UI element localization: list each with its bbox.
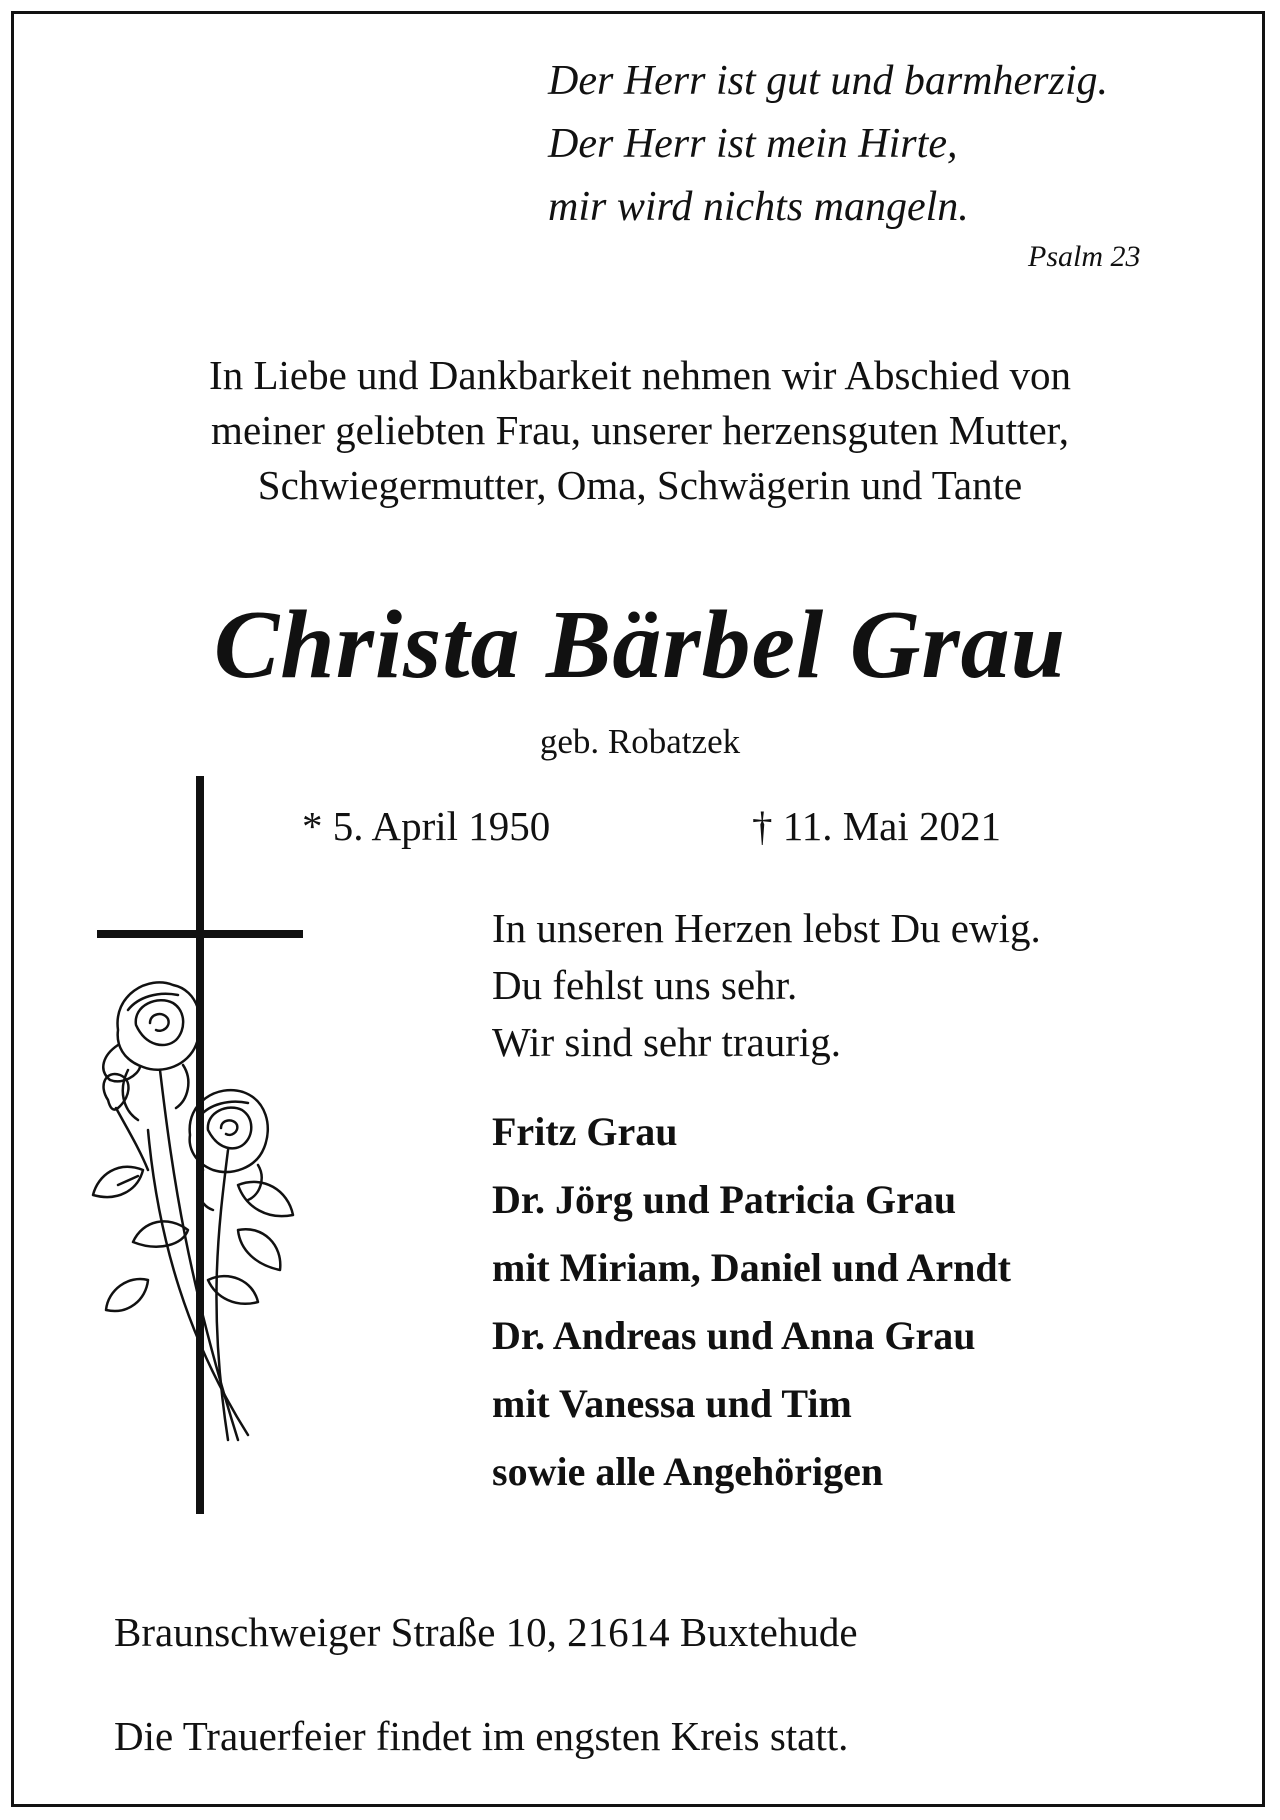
comfort-line: Du fehlst uns sehr. xyxy=(492,962,798,1008)
deceased-name: Christa Bärbel Grau xyxy=(213,591,1067,699)
cross-icon-bar xyxy=(97,930,303,938)
intro-line: meiner geliebten Frau, unserer herzensguten Mutter, xyxy=(211,407,1069,453)
funeral-note: Die Trauerfeier findet im engsten Kreis statt. xyxy=(114,1713,849,1759)
verse-line: mir wird nichts mangeln. xyxy=(548,184,969,230)
birth-date: * 5. April 1950 xyxy=(302,803,551,849)
comfort-line: Wir sind sehr traurig. xyxy=(492,1019,842,1065)
mourner: Dr. Andreas und Anna Grau xyxy=(492,1313,976,1358)
comfort-line: In unseren Herzen lebst Du ewig. xyxy=(492,905,1041,951)
maiden-name: geb. Robatzek xyxy=(539,722,741,761)
intro-line: Schwiegermutter, Oma, Schwägerin und Tante xyxy=(257,462,1023,508)
mourner: Fritz Grau xyxy=(492,1109,678,1154)
mourner: mit Miriam, Daniel und Arndt xyxy=(492,1245,1011,1290)
death-date: † 11. Mai 2021 xyxy=(752,803,1002,849)
comfort-text xyxy=(492,900,1041,1071)
intro-text xyxy=(90,348,1190,513)
roses-illustration xyxy=(88,980,308,1450)
verse-line: Der Herr ist mein Hirte, xyxy=(548,121,958,167)
address: Braunschweiger Straße 10, 21614 Buxtehude xyxy=(114,1609,858,1655)
mourner: mit Vanessa und Tim xyxy=(492,1381,852,1426)
mourner: sowie alle Angehörigen xyxy=(492,1449,884,1494)
intro-line: In Liebe und Dankbarkeit nehmen wir Abschied von xyxy=(209,352,1071,398)
mourners-list xyxy=(492,1098,1011,1506)
verse-line: Der Herr ist gut und barmherzig. xyxy=(548,58,1109,104)
bible-verse xyxy=(548,50,1108,239)
mourner: Dr. Jörg und Patricia Grau xyxy=(492,1177,957,1222)
verse-source: Psalm 23 xyxy=(1028,240,1141,273)
